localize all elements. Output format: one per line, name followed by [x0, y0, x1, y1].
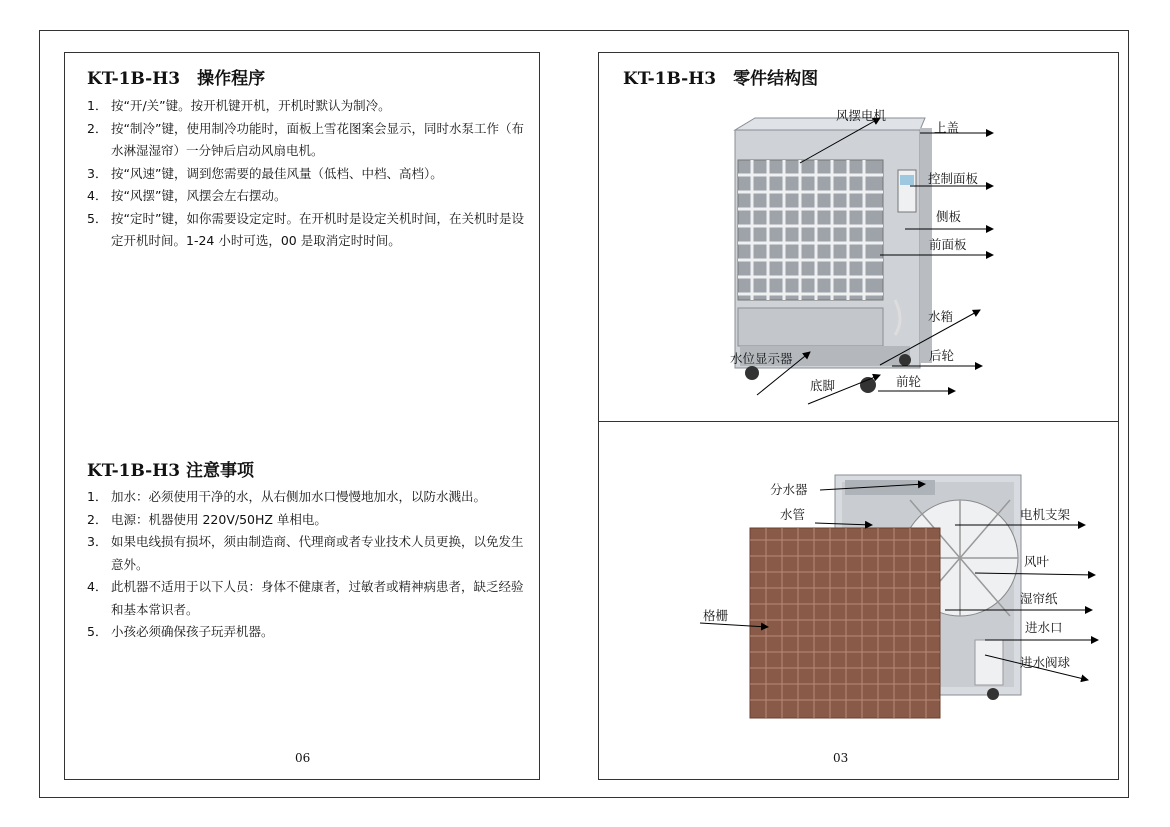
label-water-level: 水位显示器: [730, 351, 793, 366]
list-item: 4． 按“风摆”键，风摆会左右摆动。: [87, 188, 287, 203]
label-float-valve: 进水阀球: [1020, 655, 1071, 670]
list-item: 5． 小孩必须确保孩子玩弄机器。: [87, 624, 274, 639]
label-swing-motor: 风摆电机: [836, 108, 887, 123]
list-item: 1． 按“开/关”键。按开机键开机，开机时默认为制冷。: [87, 98, 391, 113]
label-water-inlet: 进水口: [1025, 620, 1063, 635]
label-control-panel: 控制面板: [928, 171, 979, 186]
label-water-distributor: 分水器: [770, 482, 808, 497]
label-side-panel: 侧板: [936, 209, 962, 224]
precautions-title: KT-1B-H3 注意事项: [87, 461, 255, 481]
list-item: 2． 电源：机器使用 220V/50HZ 单相电。: [87, 511, 327, 527]
parts-diagram-title: KT-1B-H3 零件结构图: [623, 69, 819, 89]
left-page-number: 06: [295, 751, 311, 765]
label-water-tank: 水箱: [928, 309, 954, 324]
label-foot: 底脚: [810, 378, 836, 393]
list-item: 4． 此机器不适用于以下人员：身体不健康者，过敏者或精神病患者，缺乏经验和基本常识者。: [87, 579, 524, 617]
list-item: 2． 按“制冷”键，使用制冷功能时，面板上雪花图案会显示，同时水泵工作（布水淋湿湿帘）一分钟后启动风扇电机。: [87, 120, 524, 158]
label-top-cover: 上盖: [934, 120, 960, 135]
label-cooling-pad: 湿帘纸: [1020, 591, 1058, 606]
right-page-number: 03: [833, 751, 849, 765]
list-item: 3． 按“风速”键，调到您需要的最佳风量（低档、中档、高档）。: [87, 165, 443, 181]
list-item: 5． 按“定时”键，如你需要设定定时。在开机时是设定关机时间，在关机时是设定开机时间。1-24 小时可选，00 是取消定时时间。: [87, 210, 524, 248]
label-front-wheel: 前轮: [896, 374, 922, 389]
list-item: 3． 如果电线损有损坏，须由制造商、代理商或者专业技术人员更换，以免发生意外。: [87, 534, 524, 572]
operation-title: KT-1B-H3 操作程序: [87, 69, 266, 89]
label-rear-wheel: 后轮: [929, 348, 955, 363]
label-grille: 格栅: [703, 608, 729, 623]
label-water-pipe: 水管: [780, 507, 806, 522]
list-item: 1． 加水：必须使用干净的水，从右侧加水口慢慢地加水，以防水溅出。: [87, 489, 487, 504]
label-motor-bracket: 电机支架: [1020, 507, 1071, 522]
label-fan-blade: 风叶: [1024, 554, 1050, 569]
label-front-panel: 前面板: [929, 237, 967, 252]
